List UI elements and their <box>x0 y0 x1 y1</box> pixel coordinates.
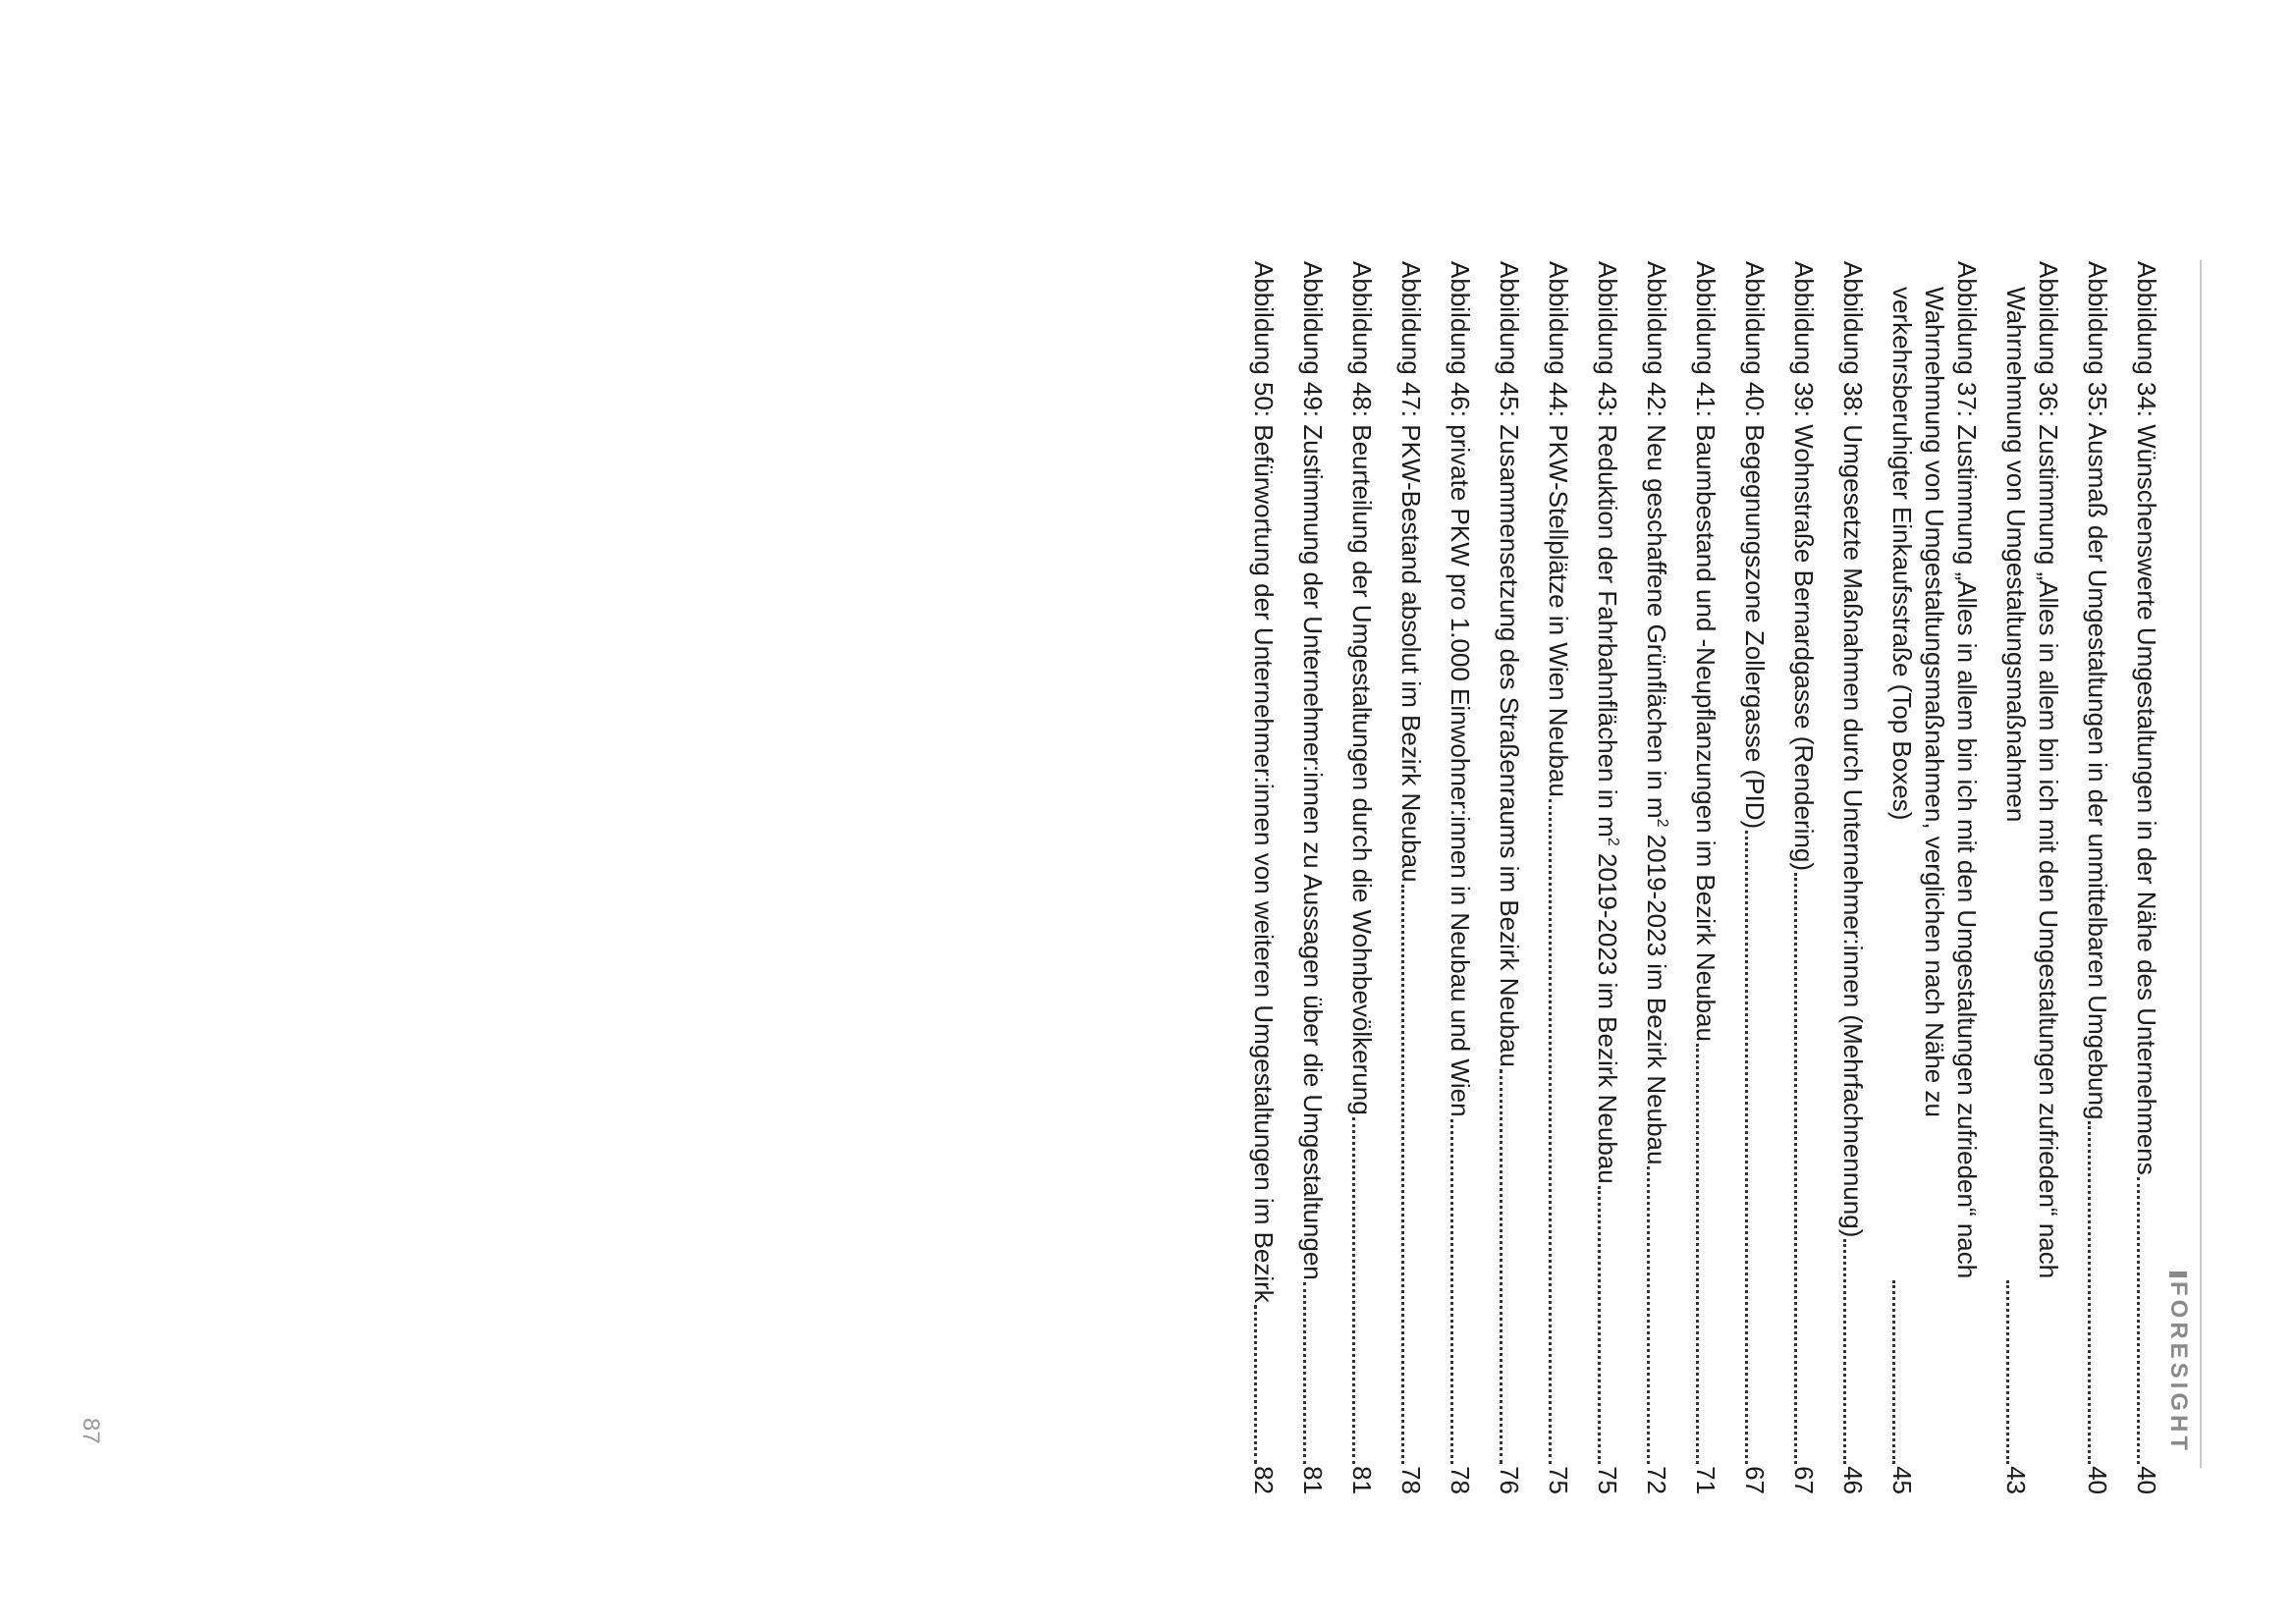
toc-entry[interactable] <box>1345 261 1378 1494</box>
foresight-logo <box>2164 1272 2192 1454</box>
dot-leader <box>1352 1117 1359 1464</box>
toc-entry-page: 81 <box>1298 1466 1328 1494</box>
toc-entry-title <box>1787 261 1820 871</box>
toc-entry-label: Abbildung 48: Beurteilung der Umgestaltungen durch die Wohnbevölkerung <box>1347 261 1377 1115</box>
toc-entry-title <box>1689 261 1721 1042</box>
toc-entry-page: 78 <box>1396 1466 1426 1494</box>
toc-entry-title <box>2081 261 2113 1119</box>
toc-entry-page: 40 <box>2132 1466 2161 1494</box>
toc-entry-label: Abbildung 47: PKW-Bestand absolut im Bezirk Neubau <box>1396 261 1426 883</box>
toc-entry-page: 75 <box>1593 1466 1622 1494</box>
toc-entry-page: 46 <box>1838 1466 1868 1494</box>
toc-entry-label: Abbildung 36: Zustimmung „Alles in allem bin ich mit den Umgestaltungen zufrieden“ nach <box>2034 261 2063 1279</box>
toc-entry-title <box>1247 261 1280 1303</box>
toc-entry-label-line: Wahrnehmung von Umgestaltungsmaßnahmen, verglichen nach Nähe zu <box>1920 287 1949 1117</box>
figure-list <box>1230 261 2162 1494</box>
toc-entry[interactable] <box>1689 261 1721 1494</box>
toc-entry-page: 75 <box>1544 1466 1573 1494</box>
toc-entry-page: 78 <box>1446 1466 1475 1494</box>
toc-entry[interactable] <box>1591 261 1623 1494</box>
dot-leader <box>1647 1166 1654 1464</box>
toc-entry-title <box>1836 261 1869 1237</box>
toc-entry[interactable] <box>1787 261 1820 1494</box>
toc-entry-title <box>1999 261 2064 1278</box>
header-rule <box>2200 260 2202 1468</box>
toc-entry-page: 72 <box>1642 1466 1671 1494</box>
toc-entry-title <box>1591 261 1623 1184</box>
toc-entry-page: 82 <box>1249 1466 1279 1494</box>
toc-entry-label: Abbildung 44: PKW-Stellplätze in Wien Neubau <box>1544 261 1573 797</box>
toc-entry-label: Abbildung 38: Umgesetzte Maßnahmen durch Unternehmer:innen (Mehrfachnennung) <box>1838 261 1868 1238</box>
toc-entry-label: Abbildung 37: Zustimmung „Alles in allem bin ich mit den Umgestaltungen zufrieden“ nach <box>1952 261 1982 1279</box>
toc-entry[interactable] <box>1394 261 1427 1494</box>
toc-entry-page: 45 <box>1887 1466 1917 1494</box>
toc-entry-label: Abbildung 35: Ausmaß der Umgestaltungen in der unmittelbaren Umgebung <box>2083 261 2112 1120</box>
toc-entry-title <box>1345 261 1378 1115</box>
dot-leader <box>2006 1280 2013 1464</box>
toc-entry-title <box>1493 261 1525 1067</box>
toc-entry[interactable] <box>1738 261 1771 1494</box>
toc-entry-label-line: Wahrnehmung von Umgestaltungsmaßnahmen <box>2001 287 2031 823</box>
toc-entry-page: 71 <box>1691 1466 1720 1494</box>
toc-entry[interactable] <box>2081 261 2113 1494</box>
dot-leader <box>1549 799 1556 1464</box>
toc-entry-label: Abbildung 42: Neu geschaffene Grünflächen in m <box>1642 261 1671 819</box>
toc-entry[interactable] <box>1296 261 1329 1494</box>
toc-entry-label: Abbildung 46: private PKW pro 1.000 Einwohner:innen in Neubau und Wien <box>1446 261 1475 1117</box>
toc-entry[interactable] <box>1885 261 1983 1494</box>
toc-entry-page: 67 <box>1740 1466 1770 1494</box>
toc-entry-title <box>2130 261 2162 1175</box>
dot-leader <box>1745 831 1752 1464</box>
toc-entry-page: 40 <box>2083 1466 2112 1494</box>
toc-entry[interactable] <box>1542 261 1574 1494</box>
toc-entry-label: Abbildung 39: Wohnstraße Bernardgasse (Rendering) <box>1789 261 1819 871</box>
toc-entry-page: 76 <box>1495 1466 1524 1494</box>
dot-leader <box>1843 1239 1850 1464</box>
toc-entry-label-continued: 2019-2023 im Bezirk Neubau <box>1593 845 1622 1184</box>
toc-entry-title <box>1738 261 1771 829</box>
toc-entry-label: Abbildung 49: Zustimmung der Unternehmer:innen zu Aussagen über die Umgestaltungen <box>1298 261 1328 1280</box>
toc-entry-label-line: verkehrsberuhigter Einkaufsstraße (Top Boxes) <box>1887 287 1917 821</box>
toc-entry[interactable] <box>1640 261 1672 1494</box>
toc-entry-title <box>1444 261 1476 1117</box>
toc-entry-label: Abbildung 41: Baumbestand und -Neupflanzungen im Bezirk Neubau <box>1691 261 1720 1042</box>
toc-entry-label: Abbildung 50: Befürwortung der Unternehmer:innen von weiteren Umgestaltungen im Bezirk <box>1249 261 1279 1303</box>
toc-entry-label: Abbildung 40: Begegnungszone Zollergasse (PID) <box>1740 261 1770 830</box>
toc-entry[interactable] <box>1999 261 2064 1494</box>
dot-leader <box>1450 1119 1457 1465</box>
toc-entry-label: Abbildung 34: Wünschenswerte Umgestaltungen in der Nähe des Unternehmens <box>2132 261 2161 1175</box>
logo-bars-icon <box>2169 1272 2187 1277</box>
toc-entry-label-continued: 2019-2023 im Bezirk Neubau <box>1642 827 1671 1165</box>
superscript: 2 <box>1605 837 1621 846</box>
superscript: 2 <box>1654 818 1670 828</box>
toc-entry[interactable] <box>1444 261 1476 1494</box>
toc-entry-title <box>1885 261 1983 1278</box>
toc-entry-title <box>1296 261 1329 1280</box>
page-number-text: 87 <box>78 1418 104 1444</box>
dot-leader <box>1892 1280 1899 1464</box>
dot-leader <box>1696 1044 1703 1464</box>
page-number <box>77 1418 104 1444</box>
toc-entry[interactable] <box>1493 261 1525 1494</box>
toc-entry[interactable] <box>1247 261 1280 1494</box>
toc-entry-page: 81 <box>1347 1466 1377 1494</box>
dot-leader <box>1401 885 1408 1465</box>
logo-text: FORESIGHT <box>2165 1281 2192 1455</box>
dot-leader <box>1303 1282 1310 1464</box>
toc-entry-label: Abbildung 43: Reduktion der Fahrbahnflächen in m <box>1593 261 1622 838</box>
dot-leader <box>1254 1305 1261 1464</box>
dot-leader <box>2088 1121 2095 1464</box>
dot-leader <box>1794 873 1801 1464</box>
toc-entry-title <box>1640 261 1672 1164</box>
dot-leader <box>1598 1186 1605 1464</box>
toc-entry[interactable] <box>1836 261 1869 1494</box>
toc-entry-page: 43 <box>2001 1466 2031 1494</box>
toc-entry-label: Abbildung 45: Zusammensetzung des Straßenraums im Bezirk Neubau <box>1495 261 1524 1067</box>
toc-entry-title <box>1394 261 1427 883</box>
toc-entry-title <box>1542 261 1574 797</box>
toc-entry[interactable] <box>2130 261 2162 1494</box>
toc-entry-page: 67 <box>1789 1466 1819 1494</box>
dot-leader <box>1500 1069 1506 1464</box>
dot-leader <box>2137 1177 2144 1464</box>
